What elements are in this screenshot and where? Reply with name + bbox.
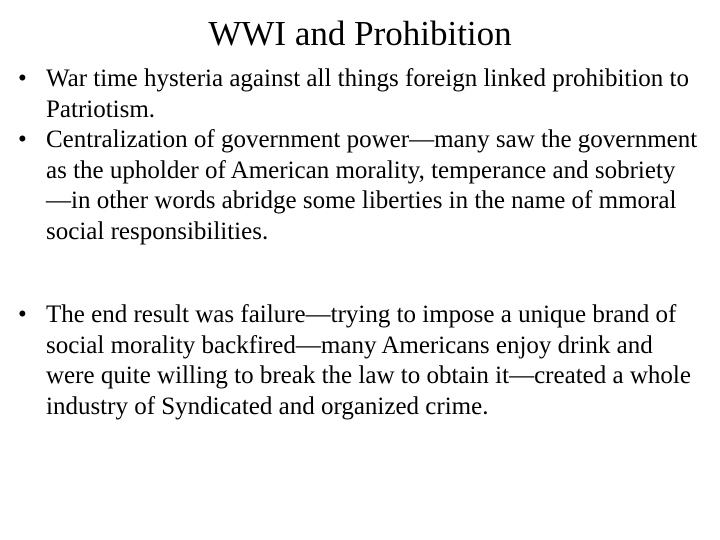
- bullet-list: [18, 64, 698, 422]
- slide-title: WWI and Prohibition: [208, 14, 512, 53]
- bullet-item: [18, 64, 698, 125]
- bullet-marker-icon: •: [18, 65, 27, 92]
- bullet-text: The end result was failure—trying to impose a unique brand of social morality backfired—many Americans enjoy drink and were quite willing to break the law to obtain it—created a whole industry of Syndicated and organized crime.: [46, 301, 691, 420]
- bullet-item: [18, 125, 698, 247]
- bullet-marker-icon: •: [18, 301, 27, 328]
- bullet-text: Centralization of government power—many saw the government as the upholder of American morality, temperance and sobriety—in other words abridge some liberties in the name of mmoral social responsibilities.: [46, 126, 698, 245]
- bullet-marker-icon: •: [18, 126, 27, 153]
- bullet-item: [18, 300, 698, 422]
- bullet-text: War time hysteria against all things foreign linked prohibition to Patriotism.: [46, 65, 689, 123]
